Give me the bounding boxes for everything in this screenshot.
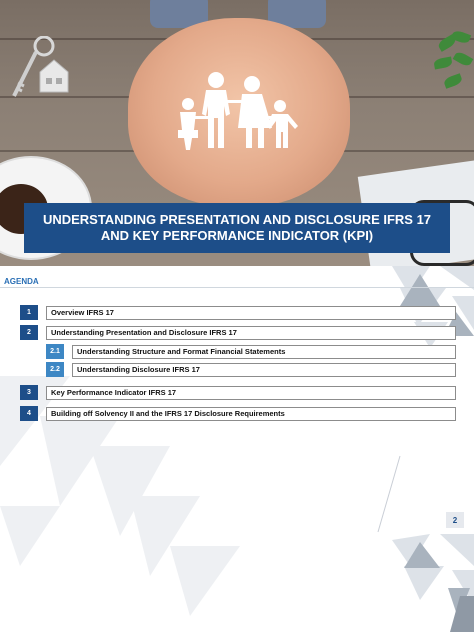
agenda-number: 2	[20, 325, 38, 340]
agenda-subitem	[46, 344, 456, 359]
decorative-triangles	[0, 266, 474, 632]
agenda-heading: AGENDA	[4, 277, 39, 286]
agenda-item	[20, 385, 456, 400]
paper-family-icon	[168, 70, 304, 152]
agenda-item-label: Key Performance Indicator IFRS 17	[46, 386, 456, 400]
agenda-item-label: Building off Solvency II and the IFRS 17 Disclosure Requirements	[46, 407, 456, 421]
agenda-subnumber: 2.1	[46, 344, 64, 359]
agenda-item	[20, 406, 456, 421]
title-banner	[24, 203, 450, 253]
agenda-item	[20, 325, 456, 340]
agenda-item-label: Understanding Presentation and Disclosure IFRS 17	[46, 326, 456, 340]
agenda-item-label: Overview IFRS 17	[46, 306, 456, 320]
agenda-number: 3	[20, 385, 38, 400]
page-number: 2	[446, 512, 464, 528]
house-keys-icon	[6, 36, 70, 106]
agenda-item-label: Understanding Structure and Format Financial Statements	[72, 345, 456, 359]
hero-photo	[0, 0, 474, 266]
agenda-number: 1	[20, 305, 38, 320]
agenda-subitem	[46, 362, 456, 377]
agenda-item-label: Understanding Disclosure IFRS 17	[72, 363, 456, 377]
slide-title: UNDERSTANDING PRESENTATION AND DISCLOSURE IFRS 17 AND KEY PERFORMANCE INDICATOR (KPI)	[42, 212, 432, 243]
agenda-subnumber: 2.2	[46, 362, 64, 377]
plant-image	[430, 28, 474, 108]
agenda-number: 4	[20, 406, 38, 421]
agenda-item	[20, 305, 456, 320]
agenda-divider	[0, 287, 474, 288]
